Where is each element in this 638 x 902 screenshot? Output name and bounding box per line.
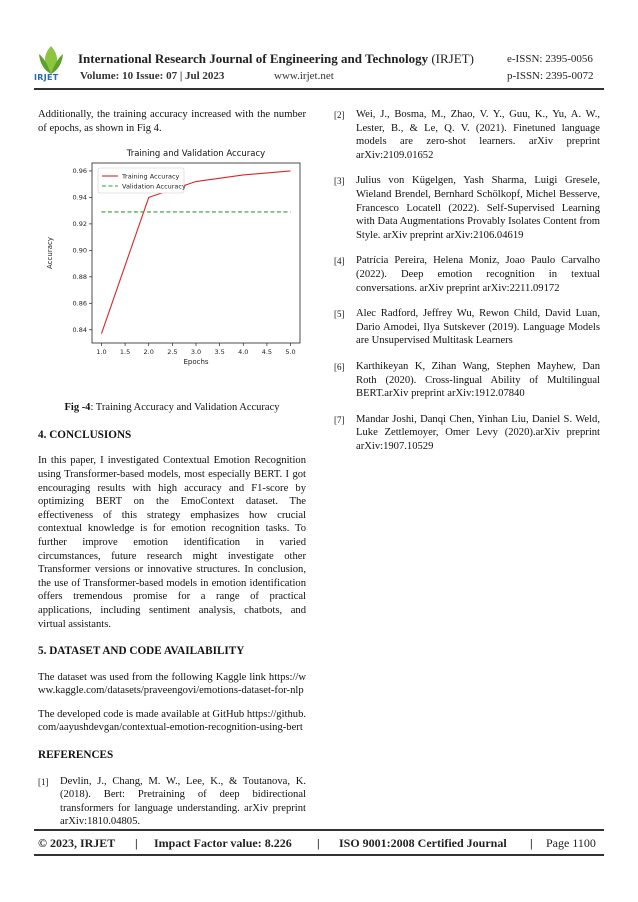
y-tick-label: 0.96 [72,167,87,176]
reference-item [334,307,600,348]
footer-divider-bottom [34,854,604,856]
reference-number: [3] [334,176,345,187]
right-column [334,108,600,465]
reference-text: Patrícia Pereira, Helena Moniz, Joao Paulo Carvalho (2022). Deep emotion recognition in textual conversations. arXiv preprint arXiv:2211.09172 [356,255,600,294]
figure-caption [38,401,306,415]
reference-text: Alec Radford, Jeffrey Wu, Rewon Child, David Luan, Dario Amodei, Ilya Sutskever (2019). Language Models are Unsupervised Multitask Learners [356,308,600,347]
reference-number: [7] [334,414,345,425]
footer-impact-factor: Impact Factor value: 8.226 [154,836,292,850]
legend-label: Training Accuracy [122,172,180,181]
references-heading: REFERENCES [38,749,114,762]
figure-label: Fig -4 [64,402,91,414]
legend-label: Validation Accuracy [122,182,186,191]
footer-separator: | [530,836,533,850]
dataset-heading: 5. DATASET AND CODE AVAILABILITY [38,645,245,658]
x-tick-label: 2.0 [143,348,154,357]
reference-text: Karthikeyan K, Zihan Wang, Stephen Mayhew, Dan Roth (2020). Cross-lingual Ability of Multilingual BERT.arXiv preprint arXiv:1912.07840 [356,360,600,400]
x-tick-label: 1.0 [96,348,107,357]
reference-number: [6] [334,361,345,372]
x-tick-label: 3.0 [190,348,202,357]
header-divider [34,88,604,90]
y-tick-label: 0.84 [72,326,87,335]
chart-title: Training and Validation Accuracy [126,149,266,160]
intro-paragraph: Additionally, the training accuracy increased with the number of epochs, as shown in Fig 4. [38,109,306,134]
y-tick-label: 0.88 [72,273,87,282]
x-tick-label: 2.5 [167,348,178,357]
reference-text: Julius von Kügelgen, Yash Sharma, Luigi Gresele, Wieland Brendel, Bernhard Schölkopf, Michel Besserve, Francesco Locatell (2022). Self-Supervised Learning with Data Augmentations Provably Isolates Content from Style. arXiv preprint arXiv:2106.04619 [356,175,600,241]
journal-name: International Research Journal of Engineering and Technology [78,51,429,66]
accuracy-chart [38,145,306,395]
footer-iso: ISO 9001:2008 Certified Journal [339,836,507,850]
reference-item [334,108,600,162]
footer-separator: | [135,836,138,850]
footer-separator: | [317,836,320,850]
training-accuracy-line [101,171,290,334]
x-tick-label: 5.0 [285,348,296,357]
code-paragraph: The developed code is made available at GitHub https://github.com/aayushdevgan/contextual-emotion-recognition-using-bert [38,708,307,734]
conclusions-paragraph: In this paper, I investigated Contextual Emotion Recognition using Transformer-based models, most especially BERT. I got encouraging results with high accuracy and F1-score by optimizing BERT on the EmoContext dataset. The effectiveness of this strategy emphasizes how crucial contextual knowledge is for emotion recognition tasks. To further improve emotion identification in varied circumstances, future research might investigate other Transformer versions or innovative structures. In conclusion, the use of Transformer-based models in emotion identification offers tremendous promise for a range of practical applications, including sentiment analysis, chatbots, and virtual assistants. [38,455,306,630]
x-tick-label: 1.5 [119,348,131,357]
reference-number: [5] [334,309,345,320]
x-tick-label: 4.0 [238,348,249,357]
x-tick-label: 4.5 [261,348,273,357]
footer-copyright: © 2023, IRJET [38,836,116,850]
y-tick-label: 0.92 [72,220,87,229]
reference-number: [4] [334,256,345,267]
y-tick-label: 0.86 [72,299,87,308]
y-axis-label: Accuracy [46,237,54,270]
footer-page-number: Page 1100 [546,836,596,850]
y-tick-label: 0.94 [72,193,87,202]
y-tick-label: 0.90 [72,246,87,255]
journal-abbr: (IRJET) [431,51,474,66]
reference-item [334,360,600,401]
e-issn: e-ISSN: 2395-0056 [507,53,593,65]
x-tick-label: 3.5 [214,348,225,357]
footer-divider-top [34,829,604,831]
dataset-paragraph: The dataset was used from the following Kaggle link https://www.kaggle.com/datasets/praveengovi/emotions-dataset-for-nlp [38,671,306,697]
reference-text: Wei, J., Bosma, M., Zhao, V. Y., Guu, K., Yu, A. W., Lester, B., & Le, Q. V. (2021). Finetuned language models are zero-shot learners. arXiv preprint arXiv:2109.01652 [356,109,600,161]
reference-item [38,775,306,829]
left-column [38,108,306,841]
reference-item [334,413,600,454]
x-axis-label: Epochs [183,358,209,367]
reference-number: [1] [38,776,49,787]
accuracy-chart-svg [38,145,306,373]
volume-issue: Volume: 10 Issue: 07 | Jul 2023 [80,70,225,82]
conclusions-heading: 4. CONCLUSIONS [38,428,132,441]
logo-text: IRJET [34,73,59,82]
reference-number: [2] [334,110,345,120]
reference-item [334,174,600,242]
p-issn: p-ISSN: 2395-0072 [507,70,594,82]
reference-text: Mandar Joshi, Danqi Chen, Yinhan Liu, Daniel S. Weld, Luke Zettlemoyer, Omer Levy (2020).arXiv preprint arXiv:1907.10529 [356,413,600,452]
website: www.irjet.net [274,70,334,82]
reference-item [334,254,600,295]
reference-text: Devlin, J., Chang, M. W., Lee, K., & Toutanova, K. (2018). Bert: Pretraining of deep bidirectional transformers for language understanding. arXiv preprint arXiv:1810.04805. [60,775,306,828]
journal-title [78,51,474,67]
figure-caption-text: : Training Accuracy and Validation Accuracy [90,402,280,414]
